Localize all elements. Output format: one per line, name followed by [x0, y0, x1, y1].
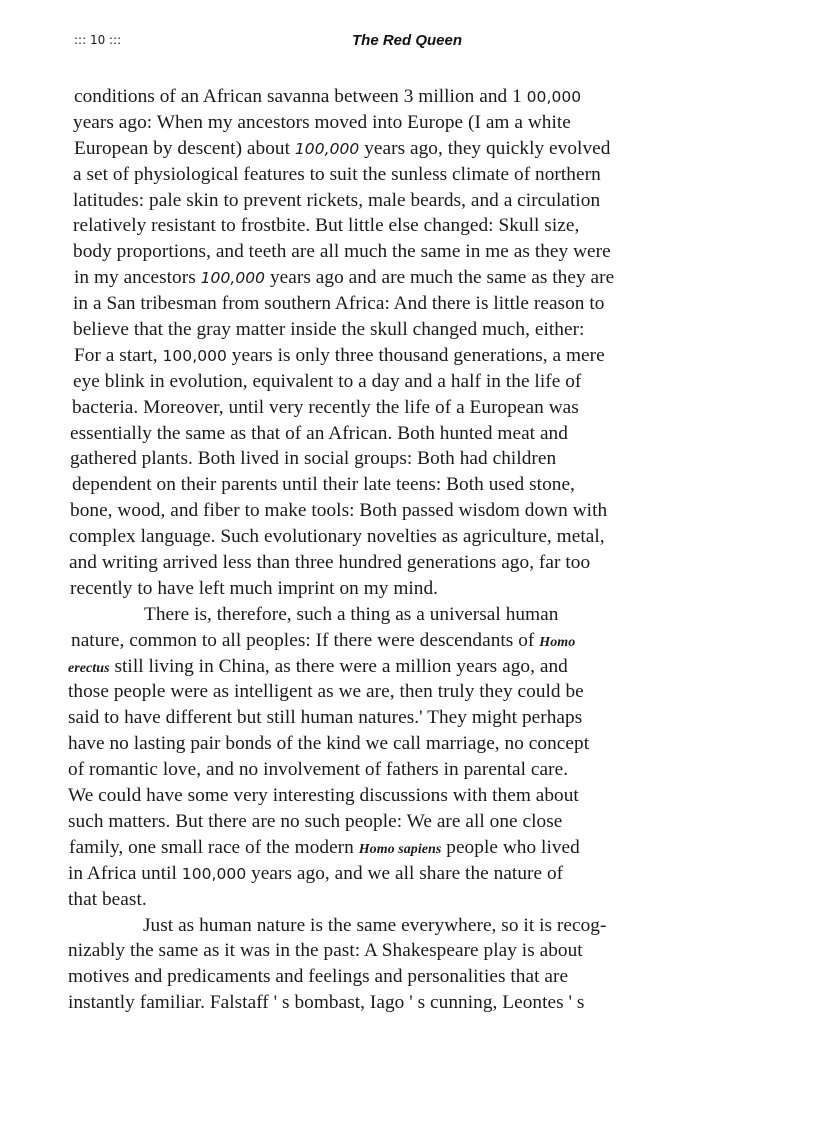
text-line — [68, 498, 758, 524]
text-run: believe that the gray matter inside the skull changed much, either: — [73, 319, 585, 341]
text-line — [68, 913, 758, 939]
text-line — [68, 84, 758, 110]
text-run: We could have some very interesting discussions with them about — [68, 785, 579, 807]
text-run: those people were as intelligent as we are, then truly they could be — [68, 681, 584, 703]
text-line — [68, 628, 758, 654]
text-run: For a start, — [74, 344, 163, 366]
text-run: motives and predicaments and feelings and personalities that are — [68, 966, 569, 988]
text-run: have no lasting pair bonds of the kind we call marriage, no concept — [68, 733, 590, 755]
text-line — [68, 964, 758, 990]
text-line — [68, 783, 758, 809]
text-line — [68, 887, 758, 913]
text-run: gathered plants. Both lived in social groups: Both had children — [70, 448, 557, 470]
text-line — [68, 162, 758, 188]
text-run: bone, wood, and fiber to make tools: Both passed wisdom down with — [70, 500, 608, 522]
text-run: nizably the same as it was in the past: A Shakespeare play is about — [68, 940, 583, 962]
text-line — [68, 136, 758, 162]
text-run: body proportions, and teeth are all much the same in me as they were — [73, 241, 611, 263]
text-run: that beast. — [68, 888, 147, 910]
number: 00,000 — [526, 88, 582, 106]
number: 100,000 — [162, 346, 227, 365]
text-run: Just as human nature is the same everywhere, so it is recog- — [143, 914, 607, 936]
text-run: years ago, they quickly evolved — [359, 137, 611, 159]
text-run: nature, common to all peoples: If there were descendants of — [71, 629, 540, 651]
text-run: latitudes: pale skin to prevent rickets, male beards, and a circulation — [73, 189, 601, 211]
text-run: people who lived — [441, 836, 580, 858]
text-run: conditions of an African savanna between 3 million and 1 — [74, 86, 527, 107]
text-run: years ago: When my ancestors moved into Europe (I am a white — [73, 111, 571, 133]
text-line — [68, 809, 758, 835]
text-line — [68, 731, 758, 757]
text-run: years ago and are much the same as they are — [265, 267, 615, 289]
page-header — [0, 33, 816, 53]
text-run: in a San tribesman from southern Africa: And there is little reason to — [73, 293, 605, 315]
text-line — [68, 576, 758, 602]
text-run: There is, therefore, such a thing as a universal human — [144, 603, 559, 625]
text-run: complex language. Such evolutionary novelties as agriculture, metal, — [69, 526, 605, 548]
text-run: family, one small race of the modern — [69, 836, 359, 858]
text-run: recently to have left much imprint on my mind. — [70, 577, 439, 599]
text-line — [68, 524, 758, 550]
text-line — [68, 550, 758, 576]
text-line — [68, 990, 758, 1016]
text-run: in my ancestors — [74, 267, 201, 289]
text-run: and writing arrived less than three hundred generations ago, far too — [69, 552, 591, 574]
text-line — [68, 861, 758, 887]
text-line — [68, 213, 758, 239]
text-run: in Africa until — [68, 862, 182, 884]
text-run: a set of physiological features to suit the sunless climate of northern — [73, 163, 601, 185]
text-line — [68, 317, 758, 343]
running-title: The Red Queen — [352, 32, 463, 49]
text-run: essentially the same as that of an African. Both hunted meat and — [70, 422, 568, 444]
text-line — [68, 239, 758, 265]
text-line — [68, 654, 758, 680]
text-line — [68, 705, 758, 731]
text-line — [68, 938, 758, 964]
number: 100,000 — [181, 864, 247, 883]
text-run: said to have different but still human natures.' They might perhaps — [68, 707, 583, 729]
number: 100,000 — [200, 269, 266, 288]
text-line — [68, 472, 758, 498]
number: 100,000 — [294, 139, 360, 158]
text-run: such matters. But there are no such people: We are all one close — [68, 810, 563, 832]
text-line — [68, 110, 758, 136]
text-run: years ago, and we all share the nature of — [246, 862, 564, 884]
text-line — [68, 835, 758, 861]
text-run: dependent on their parents until their late teens: Both used stone, — [72, 474, 575, 496]
page-number: ::: 10 ::: — [74, 33, 122, 47]
text-run: years is only three thousand generations, a mere — [226, 344, 605, 366]
text-run: of romantic love, and no involvement of fathers in parental care. — [68, 759, 569, 781]
text-line — [68, 291, 758, 317]
body-text — [68, 84, 758, 1016]
text-line — [68, 421, 758, 447]
species-name: Homo sapiens — [358, 841, 442, 857]
text-run: bacteria. Moreover, until very recently the life of a European was — [72, 396, 579, 418]
text-line — [68, 369, 758, 395]
text-line — [68, 395, 758, 421]
text-line — [68, 343, 758, 369]
text-line — [68, 265, 758, 291]
species-name: erectus — [68, 660, 110, 676]
text-run: instantly familiar. Falstaff ' s bombast, Iago ' s cunning, Leontes ' s — [68, 992, 585, 1014]
species-name: Homo — [539, 634, 576, 650]
text-line — [68, 602, 758, 628]
text-run: relatively resistant to frostbite. But little else changed: Skull size, — [73, 215, 580, 237]
text-run: still living in China, as there were a million years ago, and — [109, 655, 568, 677]
text-line — [68, 757, 758, 783]
text-line — [68, 446, 758, 472]
text-run: European by descent) about — [74, 137, 295, 159]
text-line — [68, 188, 758, 214]
text-run: eye blink in evolution, equivalent to a day and a half in the life of — [73, 370, 582, 392]
text-line — [68, 679, 758, 705]
